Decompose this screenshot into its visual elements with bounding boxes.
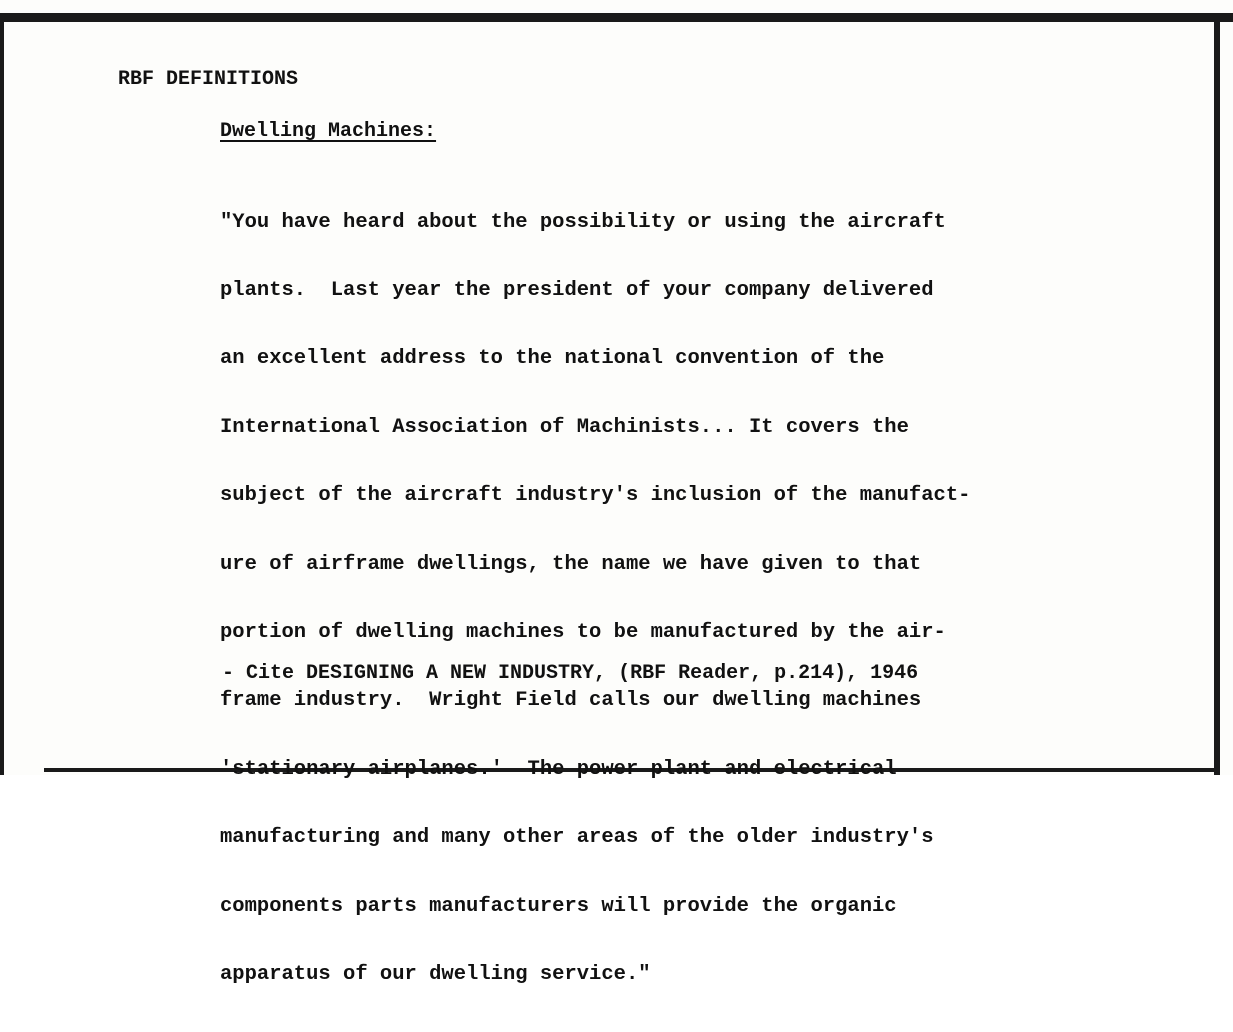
quote-line: "You have heard about the possibility or using the aircraft <box>220 210 946 234</box>
quote-line: portion of dwelling machines to be manufactured by the air- <box>220 620 946 644</box>
section-subheading: Dwelling Machines: <box>220 120 437 143</box>
quote-line: frame industry. Wright Field calls our dwelling machines <box>220 689 922 713</box>
quote-line: components parts manufacturers will provide the organic <box>220 894 897 918</box>
quote-line: apparatus of our dwelling service." <box>220 962 651 986</box>
page-border-right <box>1214 13 1220 775</box>
page-heading: RBF DEFINITIONS <box>118 68 299 91</box>
quote-paragraph <box>220 166 970 1032</box>
quote-line: an excellent address to the national convention of the <box>220 347 885 371</box>
quote-line: subject of the aircraft industry's inclusion of the manufact- <box>220 484 971 508</box>
quote-line: ure of airframe dwellings, the name we have given to that <box>220 552 922 576</box>
quote-line: manufacturing and many other areas of the older industry's <box>220 826 934 850</box>
citation: - Cite DESIGNING A NEW INDUSTRY, (RBF Reader, p.214), 1946 <box>222 662 919 685</box>
quote-line: 'stationary airplanes.' The power plant and electrical <box>220 757 897 781</box>
page-border-left <box>0 13 4 775</box>
page-border-top <box>0 13 1233 22</box>
quote-line: International Association of Machinists... It covers the <box>220 415 909 439</box>
quote-line: plants. Last year the president of your company delivered <box>220 278 934 302</box>
